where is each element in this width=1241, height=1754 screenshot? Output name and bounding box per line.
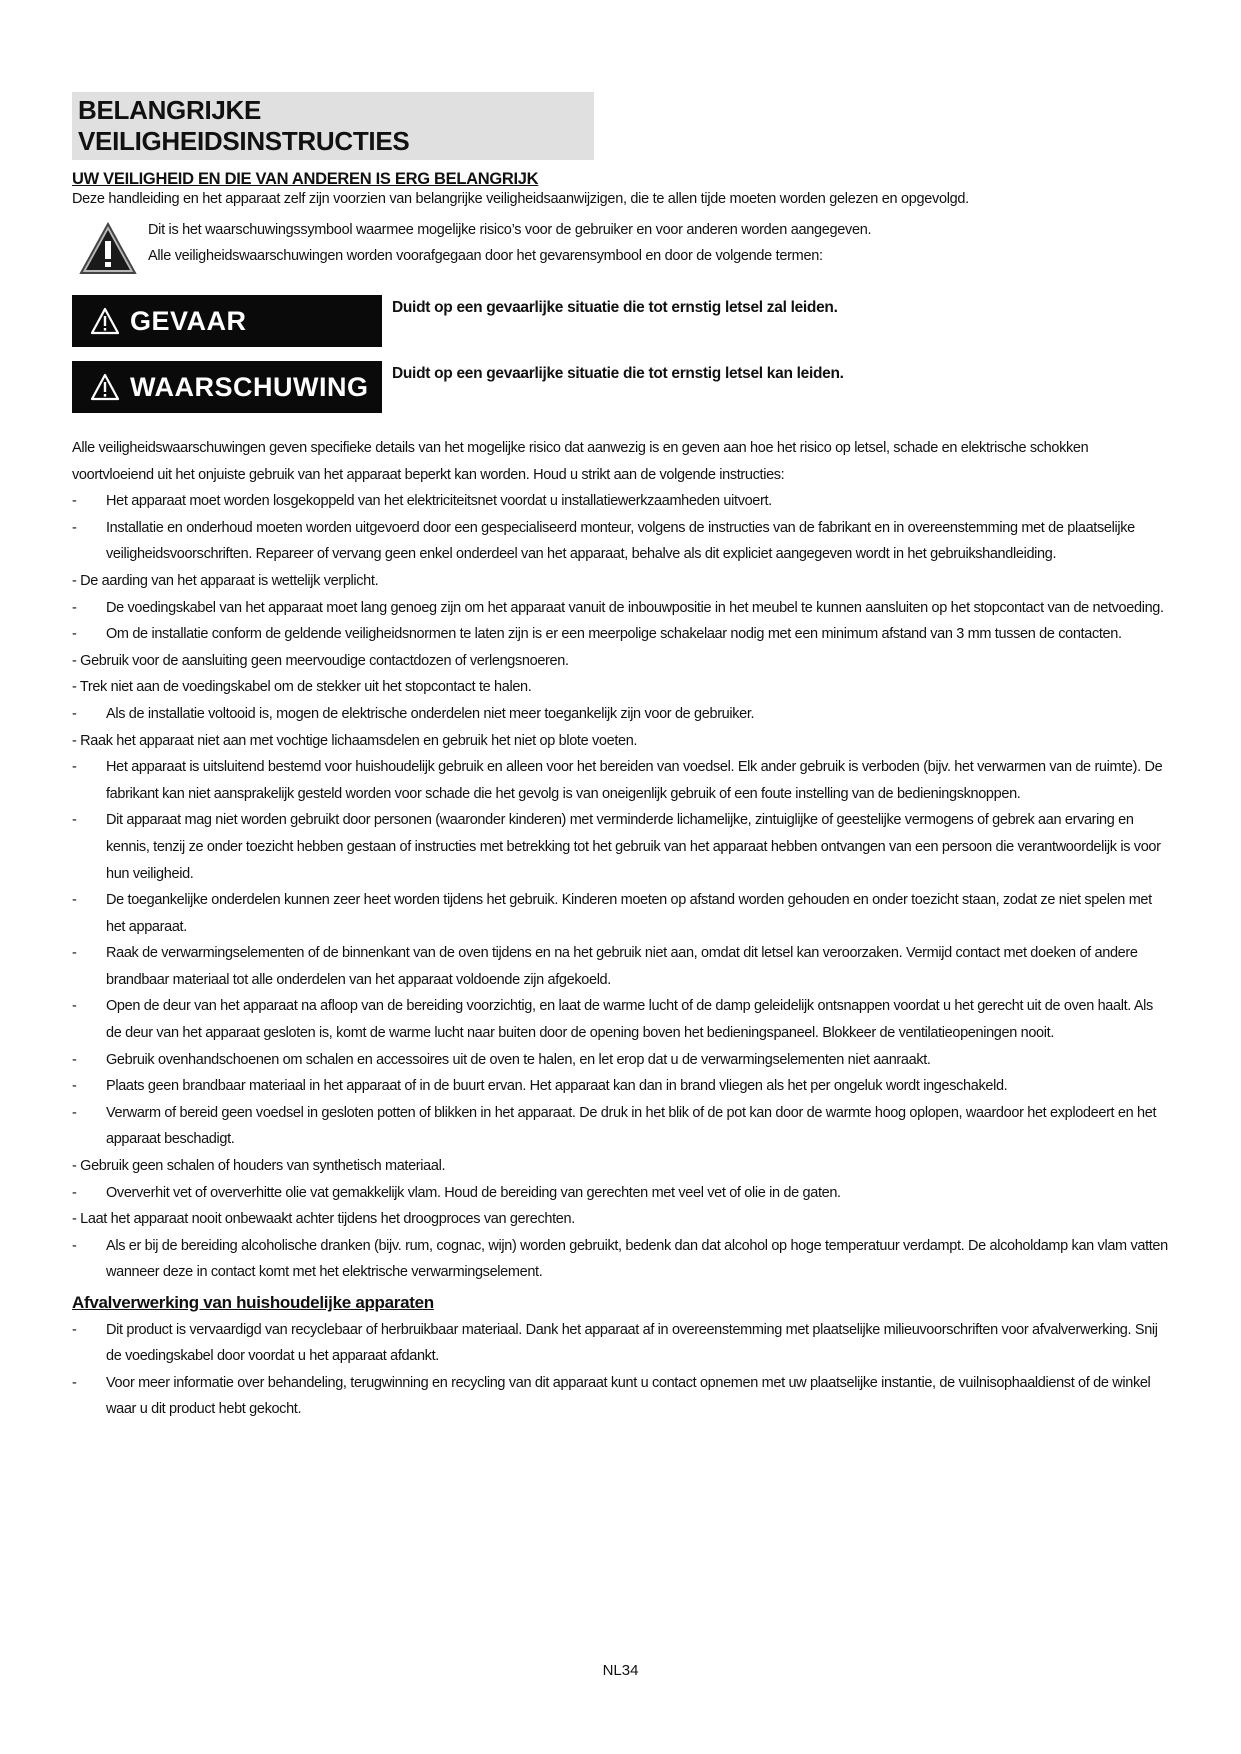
signal-gevaar — [72, 295, 1172, 347]
list-item: - Als er bij de bereiding alcoholische dranken (bijv. rum, cognac, wijn) worden gebruikt, bedenk dan dat alcohol op hoge temperatuur verdampt. De alcoholdamp kan vlam vatten wanneer deze in contact komt met het elektrische verwarmingselement. — [72, 1233, 1172, 1286]
list-item: - Installatie en onderhoud moeten worden uitgevoerd door een gespecialiseerd monteur, volgens de instructies van de fabrikant en in overeenstemming met de plaatselijke veiligheidsvoorschriften. Repareer of vervang geen enkel onderdeel van het apparaat, behalve als dit expliciet aangegeven wordt in het gebruikshandleiding. — [72, 515, 1172, 568]
signal-label: WAARSCHUWING — [130, 371, 369, 402]
signal-description: Duidt op een gevaarlijke situatie die tot ernstig letsel kan leiden. — [392, 365, 844, 382]
signal-label: GEVAAR — [130, 305, 247, 336]
intro-text: Deze handleiding en het apparaat zelf zijn voorzien van belangrijke veiligheidsaanwijzigen, die te allen tijde moeten worden gelezen en opgevolgd. — [72, 191, 969, 207]
disposal-heading: Afvalverwerking van huishoudelijke apparaten — [72, 1293, 434, 1312]
signal-label-box — [72, 361, 382, 413]
signal-waarschuwing — [72, 361, 1172, 413]
list-item: - Het apparaat is uitsluitend bestemd voor huishoudelijk gebruik en alleen voor het bereiden van voedsel. Elk ander gebruik is verboden (bijv. het verwarmen van de ruimte). De fabrikant kan niet aansprakelijk gesteld worden voor schade die het gevolg is van oneigenlijk gebruik of een foute instelling van de bedieningsknoppen. — [72, 754, 1172, 807]
warning-triangle-icon — [78, 221, 138, 277]
list-item: - Gebruik ovenhandschoenen om schalen en accessoires uit de oven te halen, en let erop dat u de verwarmingselementen niet aanraakt. — [72, 1047, 1172, 1074]
symbol-line-2: Alle veiligheidswaarschuwingen worden voorafgegaan door het gevarensymbool en door de volgende termen: — [148, 248, 823, 264]
list-item: - Dit apparaat mag niet worden gebruikt door personen (waaronder kinderen) met verminderde lichamelijke, zintuiglijke of geestelijke vermogens of gebrek aan ervaring en kennis, tenzij ze onder toezicht hebben gestaan of instructies met betrekking tot het gebruik van het apparaat hebben ontvangen van een persoon die verantwoordelijk is voor hun veiligheid. — [72, 807, 1172, 887]
list-item: - Open de deur van het apparaat na afloop van de bereiding voorzichtig, en laat de warme lucht of de damp geleidelijk ontsnappen voordat u het gerecht uit de oven haalt. Als de deur van het apparaat gesloten is, komt de warme lucht naar buiten door de opening boven het bedieningspaneel. Blokkeer de ventilatieopeningen nooit. — [72, 993, 1172, 1046]
list-item: - De aarding van het apparaat is wettelijk verplicht. — [72, 572, 379, 589]
signal-label-box — [72, 295, 382, 347]
list-item: - Om de installatie conform de geldende veiligheidsnormen te laten zijn is er een meerpolige schakelaar nodig met een minimum afstand van 3 mm tussen de contacten. — [72, 621, 1172, 648]
warning-symbol-explanation — [72, 217, 1172, 277]
list-item: - Plaats geen brandbaar materiaal in het apparaat of in de buurt ervan. Het apparaat kan dan in brand vliegen als het per ongeluk wordt ingeschakeld. — [72, 1073, 1172, 1100]
list-item: - Gebruik geen schalen of houders van synthetisch materiaal. — [72, 1158, 446, 1175]
page-title: BELANGRIJKE VEILIGHEIDSINSTRUCTIES — [72, 92, 594, 160]
list-item: - Raak de verwarmingselementen of de binnenkant van de oven tijdens en na het gebruik niet aan, omdat dit letsel kan veroorzaken. Vermijd contact met doeken of andere brandbaar materiaal tot alle onderdelen van het apparaat voldoende zijn afgekoeld. — [72, 940, 1172, 993]
list-item: - Het apparaat moet worden losgekoppeld van het elektriciteitsnet voordat u installatiewerkzaamheden uitvoert. — [72, 488, 1172, 515]
manual-page — [72, 92, 1172, 1423]
instructions-paragraph: Alle veiligheidswaarschuwingen geven specifieke details van het mogelijke risico dat aanwezig is en geven aan hoe het risico op letsel, schade en elektrische schokken voortvloeiend uit het onjuiste gebruik van het apparaat beperkt kan worden. Houd u strikt aan de volgende instructies: — [72, 440, 1089, 483]
page-number: NL34 — [602, 1662, 639, 1679]
list-item: - Als de installatie voltooid is, mogen de elektrische onderdelen niet meer toegankelijk zijn voor de gebruiker. — [72, 701, 1172, 728]
list-item: - De toegankelijke onderdelen kunnen zeer heet worden tijdens het gebruik. Kinderen moeten op afstand worden gehouden en onder toezicht staan, zodat ze niet spelen met het apparaat. — [72, 887, 1172, 940]
list-item: - Raak het apparaat niet aan met vochtige lichaamsdelen en gebruik het niet op blote voeten. — [72, 732, 638, 749]
list-item: - Gebruik voor de aansluiting geen meervoudige contactdozen of verlengsnoeren. — [72, 652, 569, 669]
list-item: - De voedingskabel van het apparaat moet lang genoeg zijn om het apparaat vanuit de inbouwpositie in het meubel te kunnen aansluiten op het stopcontact van de netvoeding. — [72, 595, 1172, 622]
disposal-list — [72, 1317, 1172, 1423]
list-item: - Dit product is vervaardigd van recyclebaar of herbruikbaar materiaal. Dank het apparaat af in overeenstemming met plaatselijke milieuvoorschriften voor afvalverwerking. Snij de voedingskabel door voordat u het apparaat afdankt. — [72, 1317, 1172, 1370]
instructions-body — [72, 435, 1172, 1423]
list-item: - Verwarm of bereid geen voedsel in gesloten potten of blikken in het apparaat. De druk in het blik of de pot kan door de warmte hoog oplopen, waardoor het explodeert en het apparaat beschadigt. — [72, 1100, 1172, 1153]
section-subtitle: UW VEILIGHEID EN DIE VAN ANDEREN IS ERG BELANGRIJK — [72, 170, 539, 188]
warning-triangle-icon — [90, 307, 120, 335]
warning-triangle-icon — [90, 373, 120, 401]
signal-description: Duidt op een gevaarlijke situatie die tot ernstig letsel zal leiden. — [392, 299, 838, 316]
list-item: - Trek niet aan de voedingskabel om de stekker uit het stopcontact te halen. — [72, 679, 532, 696]
instructions-list — [72, 488, 1172, 1286]
list-item: - Laat het apparaat nooit onbewaakt achter tijdens het droogproces van gerechten. — [72, 1211, 575, 1228]
list-item: - Voor meer informatie over behandeling, terugwinning en recycling van dit apparaat kunt u contact opnemen met uw plaatselijke instantie, de vuilnisophaaldienst of de winkel waar u dit product hebt gekocht. — [72, 1370, 1172, 1423]
list-item: - Oververhit vet of oververhitte olie vat gemakkelijk vlam. Houd de bereiding van gerechten met veel vet of olie in de gaten. — [72, 1180, 1172, 1207]
symbol-line-1: Dit is het waarschuwingssymbool waarmee mogelijke risico’s voor de gebruiker en voor anderen worden aangegeven. — [148, 222, 872, 238]
